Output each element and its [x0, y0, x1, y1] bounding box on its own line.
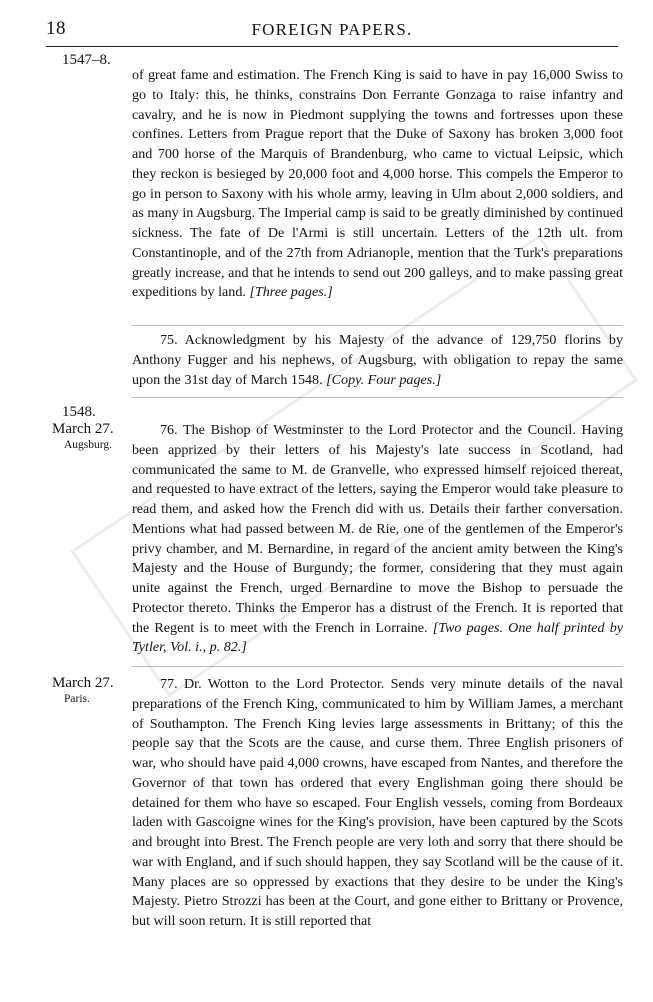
entry-note: [Copy. Four pages.] — [326, 371, 442, 388]
margin-date: March 27. — [52, 675, 114, 691]
page-number: 18 — [46, 18, 66, 39]
margin-date-1547 — [62, 52, 142, 69]
margin-date: March 27. — [52, 421, 114, 437]
margin-year-1548 — [62, 404, 142, 421]
margin-date-march-27-paris — [52, 675, 132, 707]
margin-place: Paris. — [64, 693, 90, 705]
entry-note: [Two pages. One half printed by Tytler, Vol. i., p. 82.] — [132, 619, 624, 656]
entry-75 — [132, 331, 623, 390]
entry-divider — [132, 325, 623, 326]
margin-date-march-27-augsburg — [52, 421, 132, 453]
entry-divider — [132, 397, 623, 398]
entry-text: 75. Acknowledgment by his Majesty of the advance of 129,750 florins by Anthony Fugger and his nephews, of Augsburg, with obligation to repay the same upon the 31st day of March 1548. — [132, 332, 623, 388]
entry-text: 77. Dr. Wotton to the Lord Protector. Sends very minute details of the naval preparations of the French King, communicated to him by William James, a merchant of Southampton. The French King levies large assessments in Brittany; of this the people say that the Scots are the cause, and curse them. Three English prisoners of war, who should have paid 4,000 crowns, have escaped from Nantes, and therefore the Governor of that town has ordered that every Englishman going there should be detained for them who have so escaped. Four English vessels, coming from Bordeaux laden with Gascoigne wines for the King's provision, have been captured by the Scots and brought into Brest. The French people are very loth and sorry that there should be war with England, and if such should happen, they say Scotland will be the cause of it. Many places are so oppressed by exactions that they desire to be under the King's Majesty. Pietro Strozzi has been at the Court, and gone either to Brittany or Provence, but will soon return. It is still reported that — [132, 676, 623, 929]
entry-divider — [132, 666, 623, 667]
entry-continuation — [132, 66, 623, 303]
running-head: FOREIGN PAPERS. — [251, 20, 413, 39]
entry-76 — [132, 421, 623, 658]
page-header — [46, 16, 618, 47]
entry-text: of great fame and estimation. The French King is said to have in pay 16,000 Swiss to go to Italy: this, he thinks, constrains Don Ferrante Gonzaga to raise infantry and cavalry, and he is now in Piedmont supplying the towns and fortresses upon these confines. Letters from Prague report that the Duke of Saxony has broken 3,000 foot and 700 horse of the Marquis of Brandenburg, who came to victual Leipsic, which they reckon is besieged by 20,000 foot and 4,000 horse. This compels the Emperor to go in person to Saxony with his whole army, leaving in Ulm about 2,000 soldiers, and as many in Augsburg. The Imperial camp is said to be greatly diminished by continued sickness. The fate of De l'Armi is still uncertain. Letters of the 12th ult. from Constantinople, and of the 27th from Adrianople, mention that the Turk's preparations greatly increase, and that he intends to send out 200 galleys, and to make passing great expeditions by land. — [132, 67, 623, 301]
margin-year: 1548. — [62, 404, 96, 420]
entry-77 — [132, 675, 623, 932]
margin-place: Augsburg. — [64, 439, 113, 451]
entry-text: 76. The Bishop of Westminster to the Lord Protector and the Council. Having been apprized by their letters of his Majesty's late success in Scotland, had communicated the same to M. de Granvelle, who expressed himself rejoiced thereat, and requested to have extract of the letters, saying the Emperor would take pleasure to read them, and asked how the French did with us. Details their farther conversation. Mentions what had passed between M. de Rie, one of the gentlemen of the Emperor's privy chamber, and M. Bernardine, in regard of the ancient amity between the King's Majesty and the House of Burgundy; the former, considering that they must again unite against the French, urged Bernardine to move the Bishop to persuade the Protector thereto. Thinks the Emperor has a distrust of the French. It is reported that the Regent is to meet with the French in Lorraine. — [132, 422, 623, 636]
entry-note: [Three pages.] — [249, 284, 333, 301]
margin-date: 1547–8. — [62, 52, 111, 68]
